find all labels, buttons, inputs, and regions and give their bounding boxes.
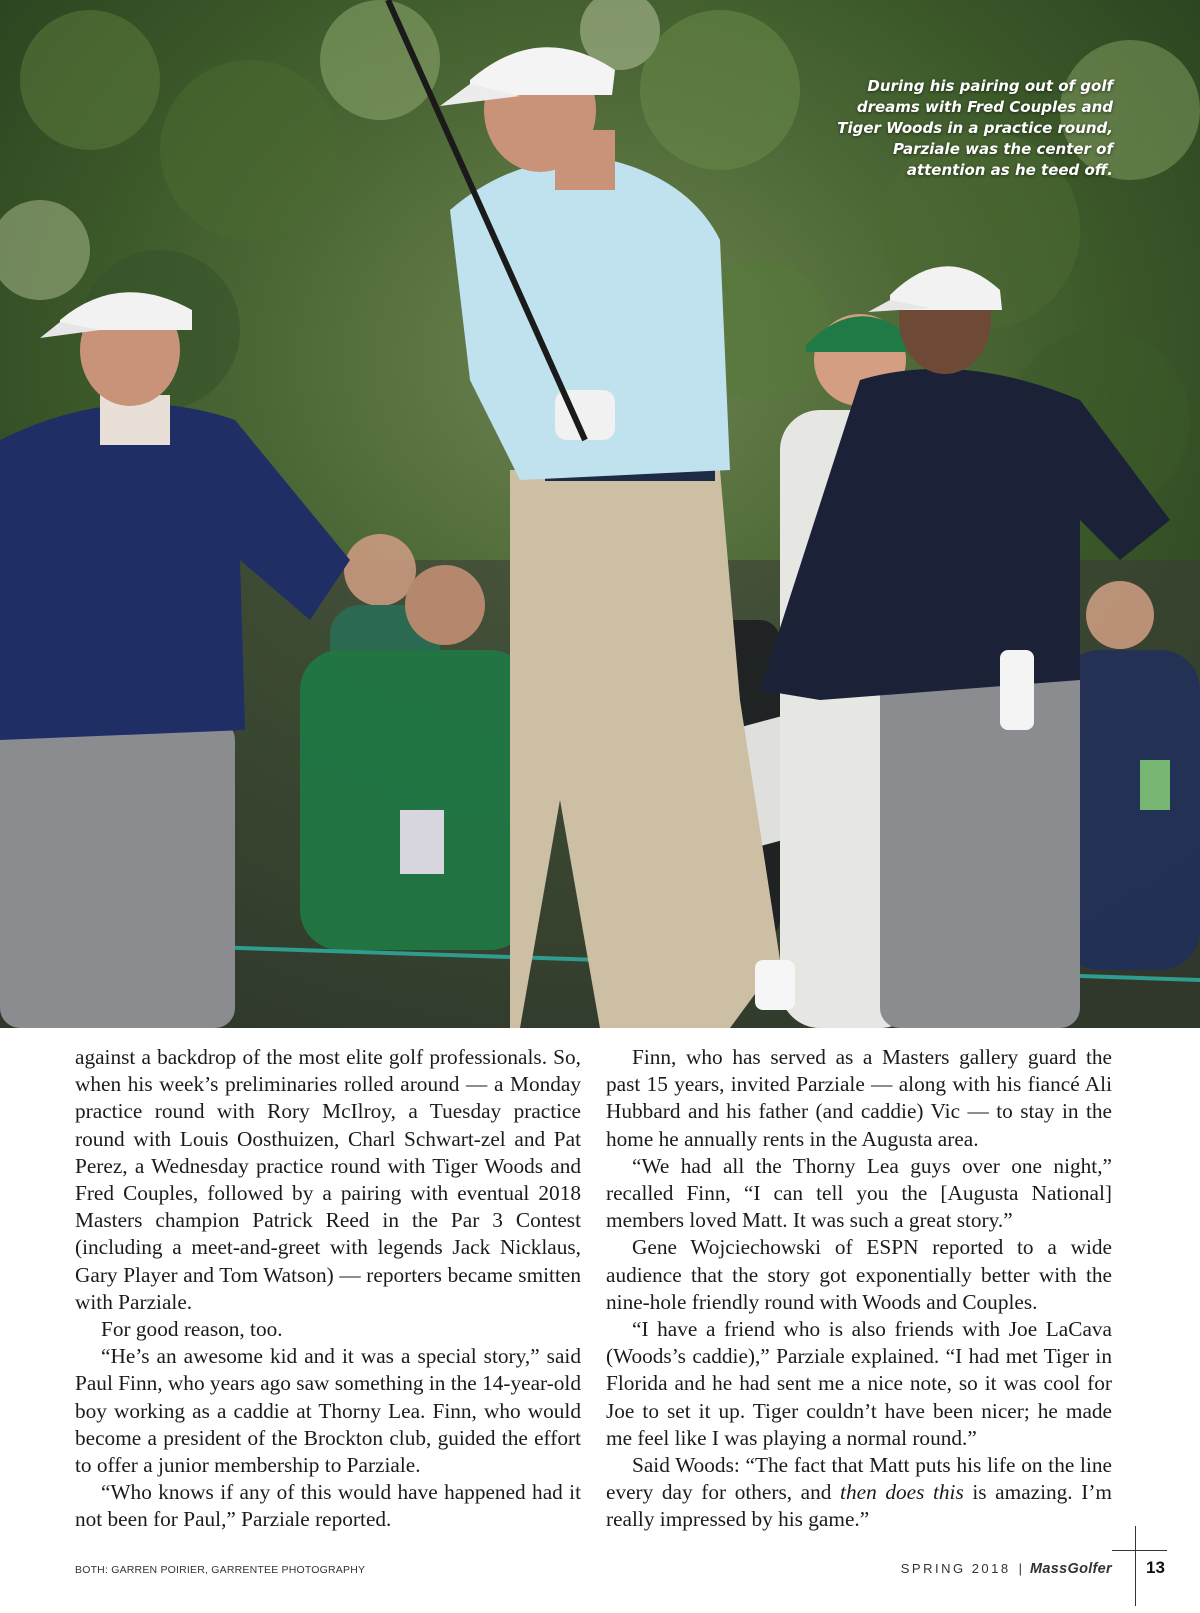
- photo-credit: BOTH: GARREN POIRIER, GARRENTEE PHOTOGRAPHY: [75, 1564, 366, 1576]
- article-column-left: [75, 1044, 581, 1534]
- article-paragraph: “Who knows if any of this would have happened had it not been for Paul,” Parziale reported.: [75, 1480, 581, 1532]
- final-text-after: is amazing. I’m really impressed by his game.”: [606, 1480, 1112, 1532]
- final-text-emphasis: then does this: [840, 1480, 964, 1505]
- folio-separator: |: [1018, 1561, 1023, 1576]
- article-column-right: [606, 1044, 1112, 1534]
- article-paragraph: Finn, who has served as a Masters gallery guard the past 15 years, invited Parziale — along with his fiancé Ali Hubbard and his father (and caddie) Vic — to stay in the home he annually rents in the Augusta area.: [606, 1045, 1112, 1151]
- folio-rule-vertical: [1135, 1526, 1136, 1606]
- final-text-before: Said Woods: “The fact that Matt puts his life on the line every day for others, and: [606, 1453, 1112, 1505]
- article-paragraph: “He’s an awesome kid and it was a special story,” said Paul Finn, who years ago saw something in the 14-year-old boy working as a caddie at Thorny Lea. Finn, who would become a president of the Brockton club, guided the effort to offer a junior membership to Parziale.: [75, 1344, 581, 1478]
- folio-rule-horizontal: [1112, 1550, 1167, 1551]
- folio: [901, 1561, 1112, 1577]
- article-paragraph: against a backdrop of the most elite golf professionals. So, when his week’s preliminaries rolled around — a Monday practice round with Rory McIlroy, a Tuesday practice round with Louis Oosthuizen, Charl Schwart-zel and Pat Perez, a Wednesday practice round with Tiger Woods and Fred Couples, followed by a pairing with eventual 2018 Masters champion Patrick Reed in the Par 3 Contest (including a meet-and-greet with legends Jack Nicklaus, Gary Player and Tom Watson) — reporters became smitten with Parziale.: [75, 1045, 581, 1314]
- issue-label: SPRING 2018: [900, 1561, 1011, 1576]
- article-paragraph-final: [606, 1452, 1112, 1534]
- magazine-name: MassGolfer: [1030, 1561, 1112, 1577]
- photo-caption: During his pairing out of golf dreams with Fred Couples and Tiger Woods in a practice round, Parziale was the center of attention as he teed off.: [837, 77, 1113, 179]
- article-paragraph: Gene Wojciechowski of ESPN reported to a wide audience that the story got exponentially better with the nine-hole friendly round with Woods and Couples.: [606, 1235, 1112, 1314]
- article-paragraph: “I have a friend who is also friends with Joe LaCava (Woods’s caddie),” Parziale explained. “I had met Tiger in Florida and he had sent me a nice note, so it was cool for Joe to set it up. Tiger couldn’t have been nicer; he made me feel like I was playing a normal round.”: [606, 1317, 1112, 1450]
- article-paragraph: For good reason, too.: [101, 1317, 283, 1342]
- page-number: 13: [1146, 1558, 1165, 1577]
- green-jacket-spectator: [300, 650, 530, 950]
- article-paragraph: “We had all the Thorny Lea guys over one night,” recalled Finn, “I can tell you the [Augusta National] members loved Matt. It was such a great story.”: [606, 1153, 1112, 1233]
